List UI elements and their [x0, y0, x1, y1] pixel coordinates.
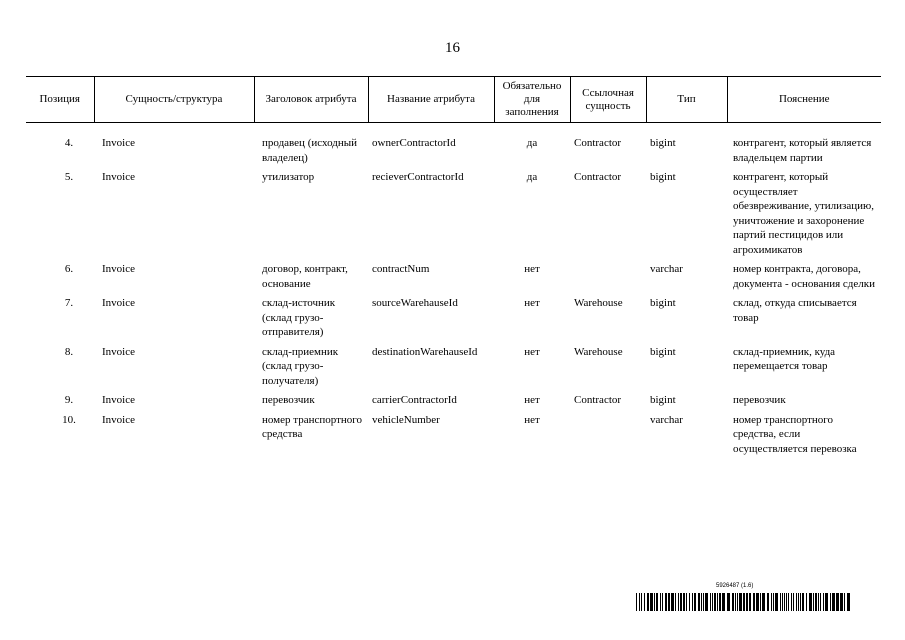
cell-attribute-title: продавец (исходный владелец)	[262, 137, 358, 164]
cell-attribute-title: номер транспортного средства	[262, 413, 363, 440]
barcode-caption: 5926487 (1.6)	[716, 583, 754, 589]
column-header-position: Позиция	[26, 77, 94, 123]
column-header-type: Тип	[646, 77, 727, 123]
cell-reference: Contractor	[574, 394, 622, 406]
cell-attribute-name: ownerContractorId	[372, 137, 456, 149]
cell-attribute-title: склад-источник (склад грузо-отправителя)	[262, 297, 336, 338]
cell-attribute-title: склад-приемник (склад грузо-получателя)	[262, 345, 339, 387]
cell-entity: Invoice	[102, 171, 135, 183]
cell-type: bigint	[650, 345, 676, 358]
cell-position: 8.	[64, 345, 74, 358]
cell-description: номер транспортного средства, если осуществляется перевозка	[733, 413, 857, 455]
column-header-reference: Ссылочная сущность	[570, 77, 646, 123]
table-row	[26, 136, 881, 170]
barcode	[636, 593, 854, 611]
table-row	[26, 393, 881, 413]
cell-attribute-name: sourceWarehauseId	[372, 297, 458, 309]
cell-reference: Contractor	[574, 171, 622, 183]
column-header-entity: Сущность/структура	[94, 77, 254, 123]
cell-entity: Invoice	[102, 413, 135, 426]
cell-description: склад, откуда списывается товар	[733, 297, 857, 324]
cell-type: varchar	[650, 413, 683, 426]
cell-entity: Invoice	[102, 394, 135, 406]
cell-attribute-name: contractNum	[372, 263, 430, 275]
cell-position: 5.	[64, 171, 74, 183]
cell-position: 6.	[64, 263, 74, 275]
cell-attribute-title: утилизатор	[262, 171, 315, 183]
table-spacer	[26, 123, 881, 137]
cell-type: bigint	[650, 297, 676, 309]
cell-type: bigint	[650, 171, 676, 183]
cell-entity: Invoice	[102, 345, 135, 358]
page-number: 16	[445, 40, 460, 56]
column-header-attribute-name: Название атрибута	[368, 77, 494, 123]
cell-description: контрагент, который осуществляет обезвреживание, утилизацию, уничтожение и захоронение партий пестицидов или агрохимикатов	[733, 171, 875, 256]
cell-attribute-name: carrierContractorId	[372, 394, 457, 406]
table-row	[26, 262, 881, 296]
cell-reference	[570, 413, 646, 462]
cell-required: нет	[524, 394, 540, 406]
table-row	[26, 170, 881, 262]
cell-description: перевозчик	[733, 394, 786, 406]
cell-reference: Warehouse	[574, 297, 623, 309]
cell-description: склад-приемник, куда перемещается товар	[733, 345, 836, 372]
cell-position: 4.	[64, 137, 74, 149]
cell-required: нет	[524, 413, 540, 426]
cell-position: 9.	[64, 394, 74, 406]
cell-required: нет	[524, 345, 540, 358]
column-header-attribute-title: Заголовок атрибута	[254, 77, 368, 123]
cell-entity: Invoice	[102, 263, 135, 275]
table-header-row	[26, 77, 881, 123]
cell-required: да	[526, 171, 538, 183]
column-header-required: Обязательно для заполнения	[494, 77, 570, 123]
cell-attribute-name: recieverContractorId	[372, 171, 464, 183]
cell-attribute-name: vehicleNumber	[372, 413, 440, 426]
cell-type: bigint	[650, 394, 676, 406]
cell-description: контрагент, который является владельцем партии	[733, 137, 872, 164]
cell-reference: Warehouse	[574, 345, 623, 358]
column-header-description: Пояснение	[727, 77, 881, 123]
cell-entity: Invoice	[102, 297, 135, 309]
cell-type: bigint	[650, 137, 676, 149]
cell-required: нет	[524, 263, 540, 275]
table-row	[26, 413, 881, 462]
cell-type: varchar	[650, 263, 683, 275]
attributes-table	[26, 76, 881, 461]
cell-required: да	[526, 137, 538, 149]
cell-attribute-title: договор, контракт, основание	[262, 263, 348, 290]
cell-description: номер контракта, договора, документа - основания сделки	[733, 263, 875, 290]
cell-position: 7.	[64, 297, 74, 309]
table-row	[26, 345, 881, 394]
table-row	[26, 296, 881, 345]
cell-entity: Invoice	[102, 137, 135, 149]
cell-reference: Contractor	[574, 137, 622, 149]
cell-attribute-title: перевозчик	[262, 394, 315, 406]
cell-attribute-name: destinationWarehauseId	[372, 345, 478, 358]
cell-position: 10.	[62, 413, 76, 426]
cell-reference	[570, 262, 646, 296]
cell-required: нет	[524, 297, 540, 309]
